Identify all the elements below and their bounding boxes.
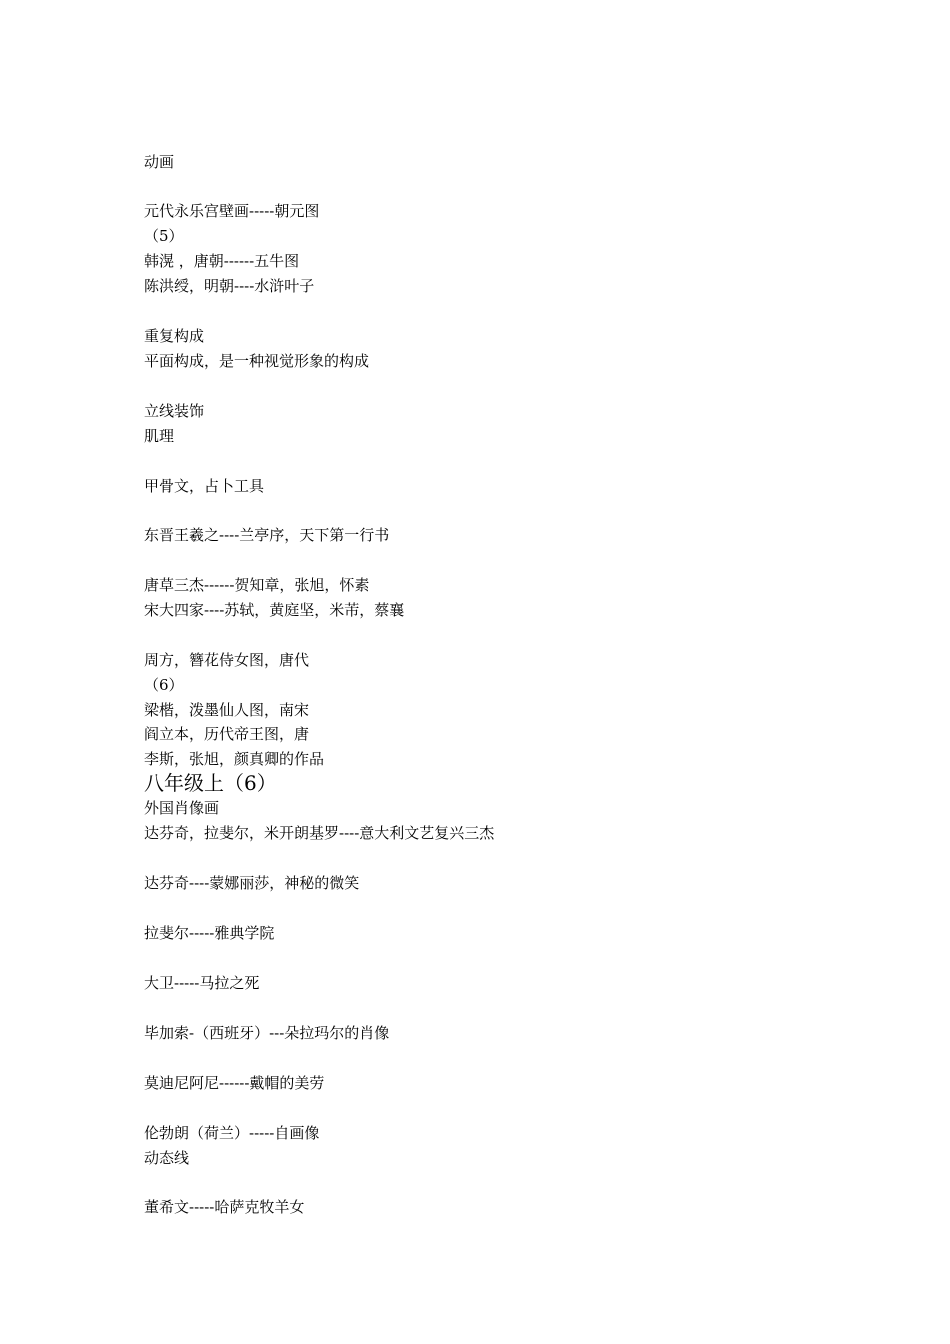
text-line-12: 唐草三杰------贺知章，张旭，怀素	[144, 576, 370, 594]
text-line-11: 东晋王羲之----兰亭序，天下第一行书	[144, 526, 390, 544]
text-line-22: 拉斐尔-----雅典学院	[144, 924, 275, 942]
text-line-19: 外国肖像画	[144, 799, 220, 817]
text-line-15: （6）	[144, 676, 184, 694]
text-line-27: 动态线	[144, 1149, 190, 1167]
text-line-24: 毕加索-（西班牙）---朵拉玛尔的肖像	[144, 1024, 390, 1042]
text-line-23: 大卫-----马拉之死	[144, 974, 260, 992]
text-line-16: 梁楷，泼墨仙人图，南宋	[144, 701, 310, 719]
text-line-4: 韩滉 ，唐朝------五牛图	[144, 252, 300, 270]
text-line-7: 平面构成，是一种视觉形象的构成	[144, 352, 370, 370]
section-heading: 八年级上（6）	[144, 771, 277, 795]
text-line-1: 动画	[144, 153, 175, 171]
text-line-28: 董希文-----哈萨克牧羊女	[144, 1198, 305, 1216]
text-line-10: 甲骨文，占卜工具	[144, 477, 265, 495]
text-line-21: 达芬奇----蒙娜丽莎，神秘的微笑	[144, 874, 360, 892]
text-line-14: 周方，簪花侍女图，唐代	[144, 651, 310, 669]
text-line-2: 元代永乐宫壁画-----朝元图	[144, 202, 320, 220]
text-line-5: 陈洪绶，明朝----水浒叶子	[144, 277, 315, 295]
text-line-20: 达芬奇，拉斐尔，米开朗基罗----意大利文艺复兴三杰	[144, 824, 495, 842]
text-line-9: 肌理	[144, 427, 175, 445]
text-line-17: 阎立本，历代帝王图，唐	[144, 725, 310, 743]
text-line-6: 重复构成	[144, 327, 205, 345]
text-line-3: （5）	[144, 227, 184, 245]
text-line-13: 宋大四家----苏轼，黄庭坚，米芾，蔡襄	[144, 601, 405, 619]
text-line-26: 伦勃朗（荷兰）-----自画像	[144, 1124, 320, 1142]
text-line-8: 立线装饰	[144, 402, 205, 420]
text-line-18: 李斯，张旭，颜真卿的作品	[144, 750, 325, 768]
text-line-25: 莫迪尼阿尼------戴帽的美劳	[144, 1074, 325, 1092]
